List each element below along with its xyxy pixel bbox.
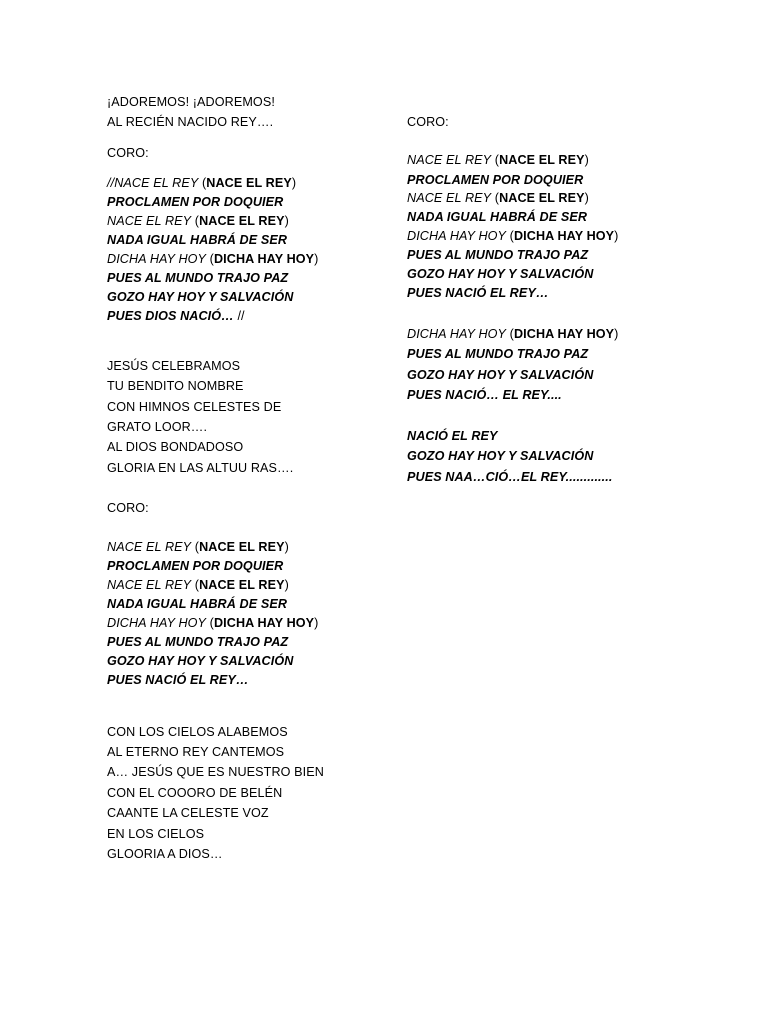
verse-line: JESÚS CELEBRAMOS	[107, 359, 241, 373]
chorus-line: PROCLAMEN POR DOQUIER	[107, 195, 284, 209]
chorus-heading: CORO:	[107, 501, 149, 515]
chorus-line: GOZO HAY HOY Y SALVACIÓN	[107, 290, 294, 304]
chorus-line: PUES AL MUNDO TRAJO PAZ	[107, 271, 289, 285]
verse-line: EN LOS CIELOS	[107, 827, 205, 841]
verse-line: GLORIA EN LAS ALTUU RAS….	[107, 461, 294, 475]
chorus-line: GOZO HAY HOY Y SALVACIÓN	[407, 267, 594, 281]
chorus-line: PUES NACIÓ EL REY…	[407, 286, 549, 300]
verse-line: CAANTE LA CELESTE VOZ	[107, 806, 269, 820]
chorus-line: PUES NACIÓ… EL REY....	[407, 388, 562, 402]
chorus-line: NACIÓ EL REY	[407, 429, 498, 443]
verse-line: AL RECIÉN NACIDO REY….	[107, 115, 274, 129]
chorus-line: NADA IGUAL HABRÁ DE SER	[407, 210, 588, 224]
chorus-line: DICHA HAY HOY (DICHA HAY HOY)	[407, 229, 619, 243]
chorus-line: NACE EL REY (NACE EL REY)	[107, 214, 289, 228]
chorus-line: PUES AL MUNDO TRAJO PAZ	[407, 347, 589, 361]
chorus-line: NACE EL REY (NACE EL REY)	[407, 191, 589, 205]
chorus-line: PUES AL MUNDO TRAJO PAZ	[107, 635, 289, 649]
chorus-line: DICHA HAY HOY (DICHA HAY HOY)	[107, 616, 319, 630]
chorus-heading: CORO:	[107, 146, 149, 160]
chorus-line: DICHA HAY HOY (DICHA HAY HOY)	[407, 327, 619, 341]
chorus-line: PROCLAMEN POR DOQUIER	[407, 173, 584, 187]
verse-line: AL DIOS BONDADOSO	[107, 440, 244, 454]
chorus-line: PUES DIOS NACIÓ… //	[107, 309, 245, 323]
chorus-line: NACE EL REY (NACE EL REY)	[407, 153, 589, 167]
verse-line: ¡ADOREMOS! ¡ADOREMOS!	[107, 95, 275, 109]
chorus-heading: CORO:	[407, 115, 449, 129]
chorus-line: PUES AL MUNDO TRAJO PAZ	[407, 248, 589, 262]
chorus-line: NADA IGUAL HABRÁ DE SER	[107, 597, 288, 611]
chorus-line: GOZO HAY HOY Y SALVACIÓN	[407, 449, 594, 463]
chorus-line: NACE EL REY (NACE EL REY)	[107, 540, 289, 554]
verse-line: CON EL COOORO DE BELÉN	[107, 786, 283, 800]
chorus-line: PROCLAMEN POR DOQUIER	[107, 559, 284, 573]
verse-line: AL ETERNO REY CANTEMOS	[107, 745, 285, 759]
chorus-line: PUES NAA…CIÓ…EL REY.............	[407, 470, 613, 484]
verse-line: TU BENDITO NOMBRE	[107, 379, 244, 393]
chorus-line: GOZO HAY HOY Y SALVACIÓN	[407, 368, 594, 382]
chorus-line: //NACE EL REY (NACE EL REY)	[107, 176, 297, 190]
verse-line: GLOORIA A DIOS…	[107, 847, 223, 861]
chorus-line: NACE EL REY (NACE EL REY)	[107, 578, 289, 592]
verse-line: CON LOS CIELOS ALABEMOS	[107, 725, 288, 739]
chorus-line: NADA IGUAL HABRÁ DE SER	[107, 233, 288, 247]
chorus-line: GOZO HAY HOY Y SALVACIÓN	[107, 654, 294, 668]
chorus-line: PUES NACIÓ EL REY…	[107, 673, 249, 687]
chorus-line: DICHA HAY HOY (DICHA HAY HOY)	[107, 252, 319, 266]
verse-line: CON HIMNOS CELESTES DE	[107, 400, 282, 414]
verse-line: A… JESÚS QUE ES NUESTRO BIEN	[107, 765, 324, 779]
verse-line: GRATO LOOR….	[107, 420, 208, 434]
